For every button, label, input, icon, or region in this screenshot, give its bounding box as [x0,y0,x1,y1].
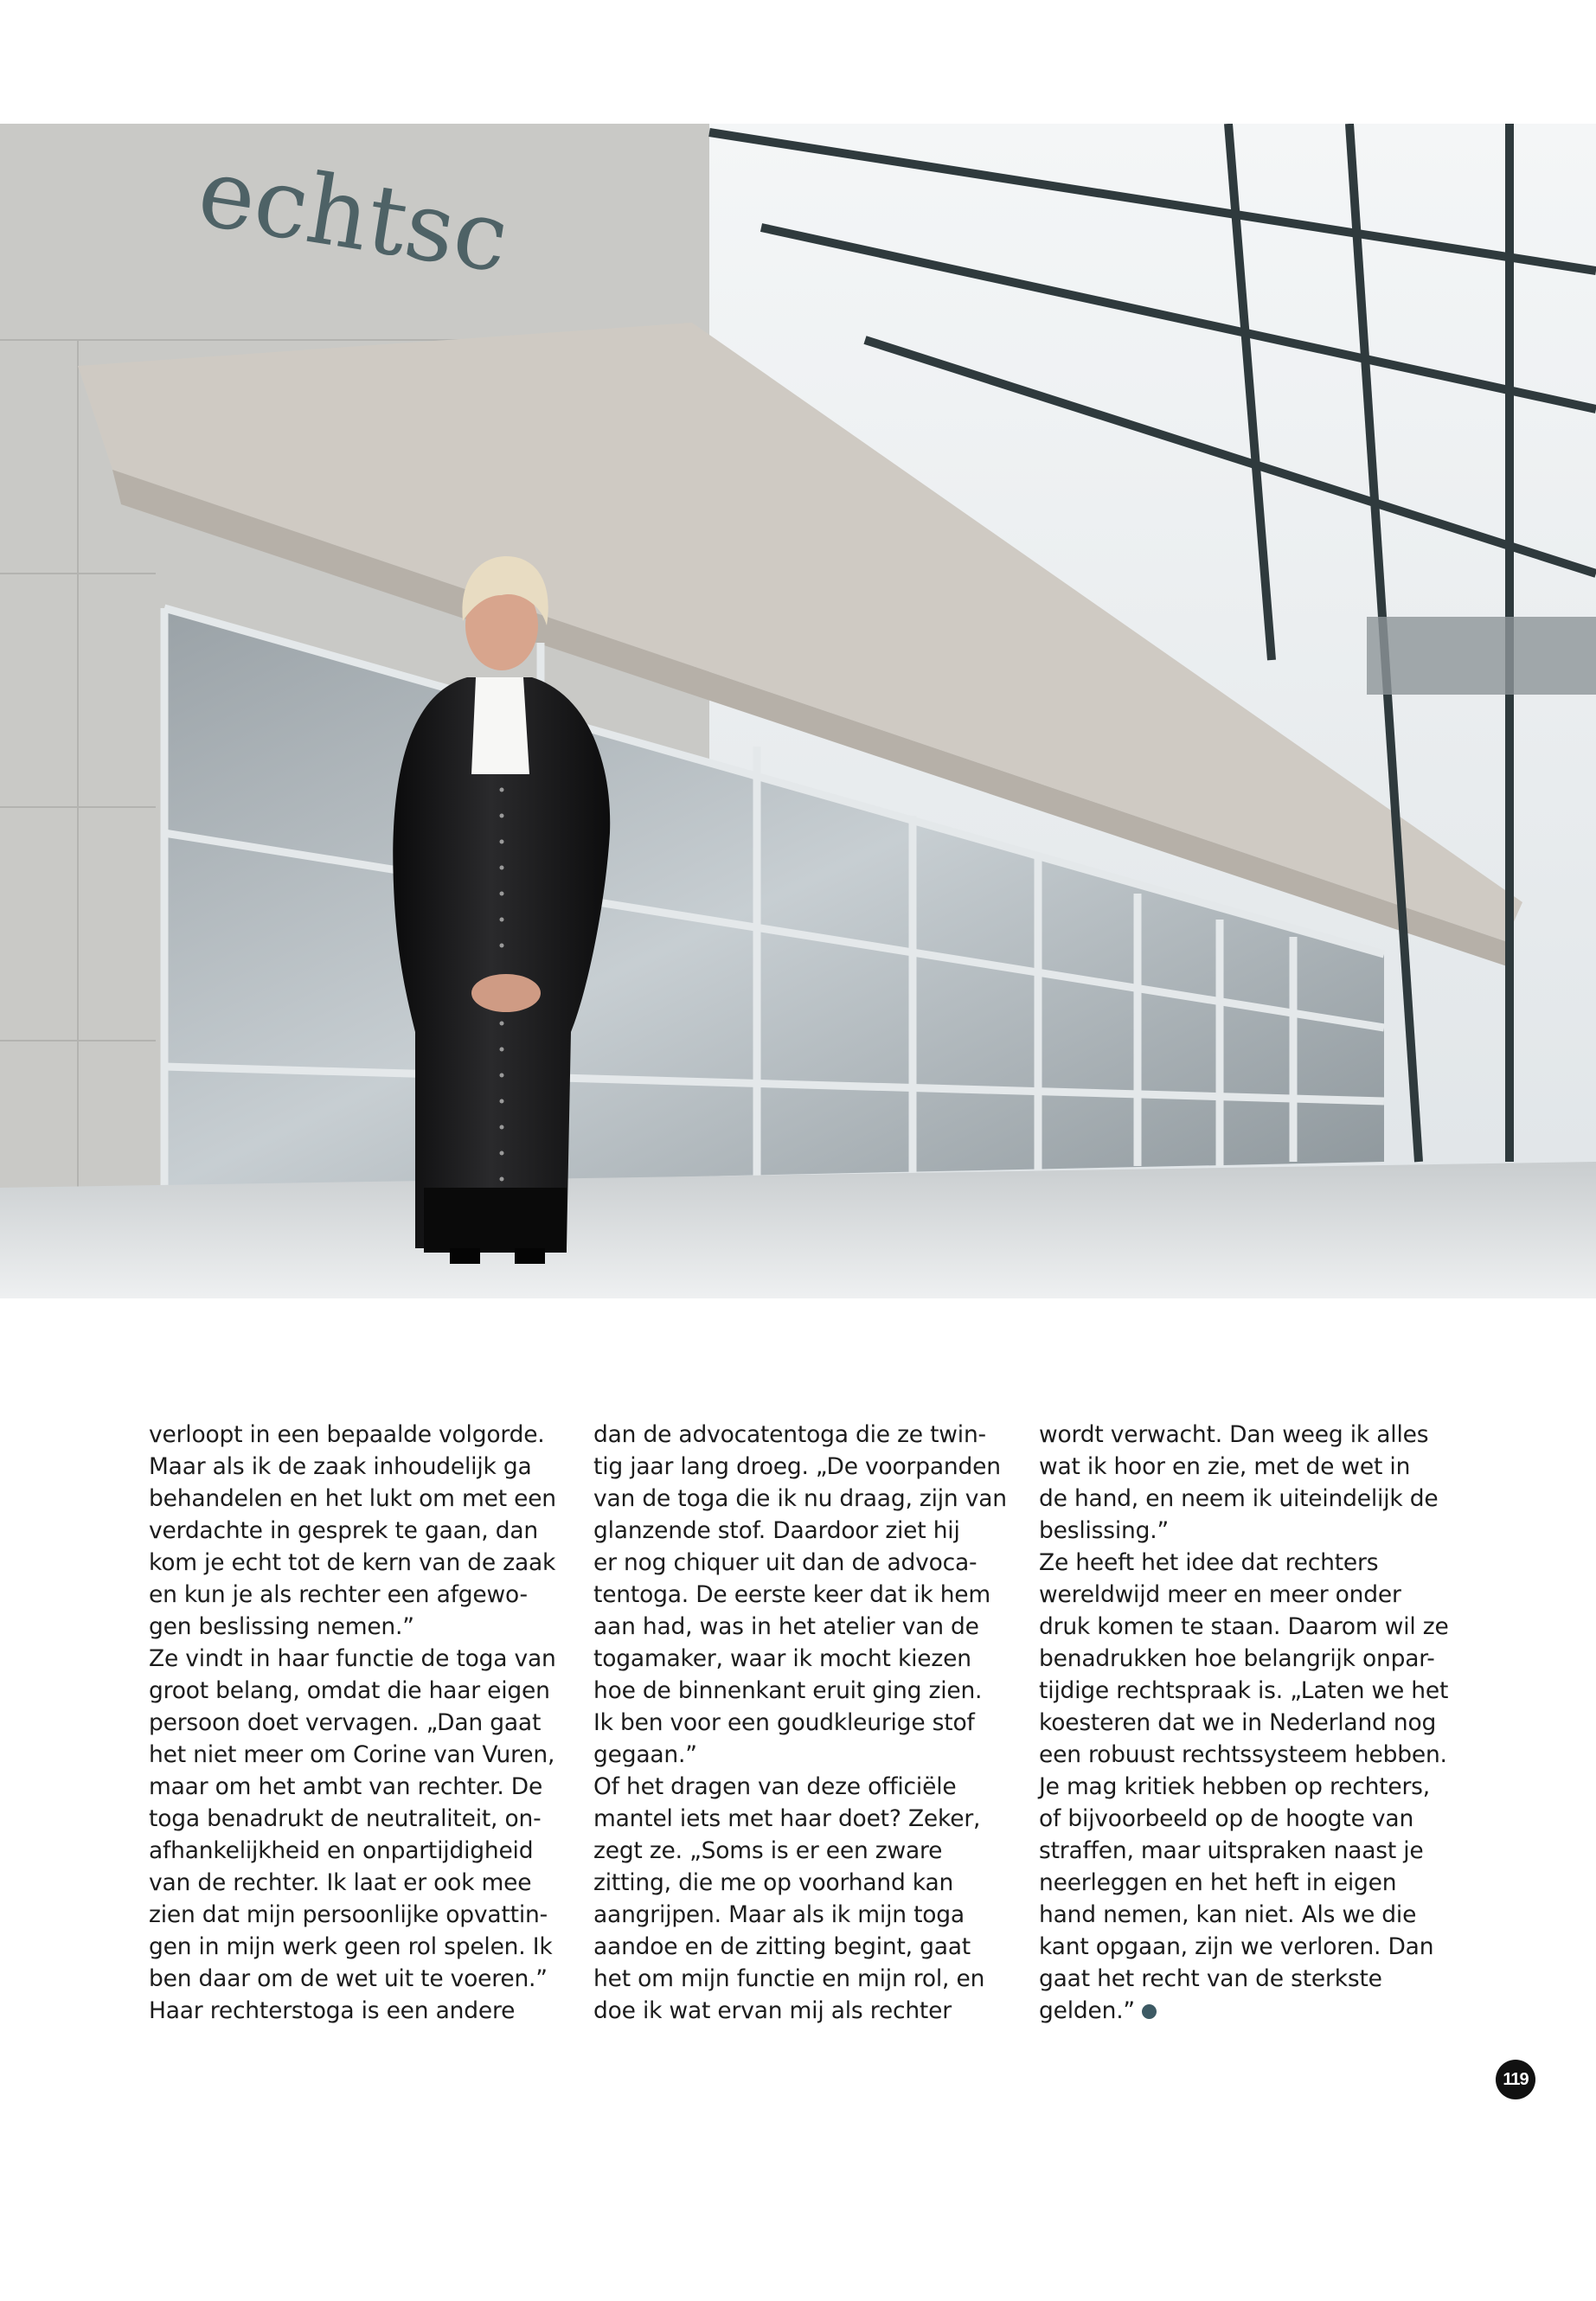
text-line: Je mag kritiek hebben op rechters, [1039,1773,1430,1800]
text-line: doe ik wat ervan mij als rechter [593,1997,952,2024]
text-line: mantel iets met haar doet? Zeker, [593,1805,981,1832]
text-line: maar om het ambt van rechter. De [149,1773,543,1800]
text-line: en kun je als rechter een afgewo- [149,1581,528,1608]
text-line: tentoga. De eerste keer dat ik hem [593,1581,991,1608]
text-line: zitting, die me op voorhand kan [593,1869,954,1896]
photo-illustration [0,124,1596,1298]
text-line: ben daar om de wet uit te voeren.” [149,1965,548,1992]
text-line: Haar rechterstoga is een andere [149,1997,516,2024]
text-column-2 [593,1419,1017,2027]
text-line: koesteren dat we in Nederland nog [1039,1709,1437,1736]
text-line: neerleggen en het heft in eigen [1039,1869,1397,1896]
text-line: hoe de binnenkant eruit ging zien. [593,1677,983,1704]
text-line: een robuust rechtssysteem hebben. [1039,1741,1447,1768]
text-line: gen beslissing nemen.” [149,1613,414,1640]
text-line: kant opgaan, zijn we verloren. Dan [1039,1933,1434,1960]
text-line: of bijvoorbeeld op de hoogte van [1039,1805,1414,1832]
text-line: toga benadrukt de neutraliteit, on- [149,1805,542,1832]
text-line: persoon doet vervagen. „Dan gaat [149,1709,542,1736]
text-line: aan had, was in het atelier van de [593,1613,979,1640]
text-line: van de toga die ik nu draag, zijn van [593,1485,1007,1512]
text-line: glanzende stof. Daardoor ziet hij [593,1517,960,1544]
text-line: Of het dragen van deze officiële [593,1773,957,1800]
text-line: verdachte in gesprek te gaan, dan [149,1517,538,1544]
text-line: behandelen en het lukt om met een [149,1485,556,1512]
text-line: kom je echt tot de kern van de zaak [149,1549,556,1576]
text-line: afhankelijkheid en onpartijdigheid [149,1837,534,1864]
text-line: druk komen te staan. Daarom wil ze [1039,1613,1449,1640]
text-line: Ik ben voor een goudkleurige stof [593,1709,975,1736]
text-line: zien dat mijn persoonlijke opvattin- [149,1901,548,1928]
text-line: dan de advocatentoga die ze twin- [593,1421,986,1448]
text-line: aandoe en de zitting begint, gaat [593,1933,971,1960]
text-line: aangrijpen. Maar als ik mijn toga [593,1901,965,1928]
text-line: benadrukken hoe belangrijk onpar- [1039,1645,1435,1672]
end-of-article-dot-icon [1142,2004,1157,2019]
text-line: beslissing.” [1039,1517,1170,1544]
text-line-content: gelden.” [1039,1997,1135,2024]
text-line: gegaan.” [593,1741,697,1768]
text-line: togamaker, waar ik mocht kiezen [593,1645,971,1672]
text-line: het om mijn functie en mijn rol, en [593,1965,985,1992]
text-line: zegt ze. „Soms is er een zware [593,1837,943,1864]
text-line: verloopt in een bepaalde volgorde. [149,1421,545,1448]
last-text-line [1039,1995,1463,2027]
text-line: Ze vindt in haar functie de toga van [149,1645,556,1672]
text-line: van de rechter. Ik laat er ook mee [149,1869,532,1896]
text-line: Maar als ik de zaak inhoudelijk ga [149,1453,532,1480]
text-line: de hand, en neem ik uiteindelijk de [1039,1485,1439,1512]
text-line: er nog chiquer uit dan de advoca- [593,1549,977,1576]
text-line: Ze heeft het idee dat rechters [1039,1549,1379,1576]
text-column-1 [149,1419,573,2027]
text-line: tig jaar lang droeg. „De voorpanden [593,1453,1001,1480]
text-line: straffen, maar uitspraken naast je [1039,1837,1424,1864]
text-line: wat ik hoor en zie, met de wet in [1039,1453,1411,1480]
text-line: gaat het recht van de sterkste [1039,1965,1382,1992]
text-line: tijdige rechtspraak is. „Laten we het [1039,1677,1449,1704]
page-number-badge: 119 [1496,2060,1535,2099]
text-line: gen in mijn werk geen rol spelen. Ik [149,1933,553,1960]
text-line: wereldwijd meer en meer onder [1039,1581,1401,1608]
text-line: groot belang, omdat die haar eigen [149,1677,550,1704]
building-sign: echtsc [190,136,516,294]
text-line: het niet meer om Corine van Vuren, [149,1741,555,1768]
text-column-3 [1039,1419,1463,2027]
text-line: hand nemen, kan niet. Als we die [1039,1901,1417,1928]
courthouse-photo [0,124,1596,1298]
text-line: wordt verwacht. Dan weeg ik alles [1039,1421,1429,1448]
